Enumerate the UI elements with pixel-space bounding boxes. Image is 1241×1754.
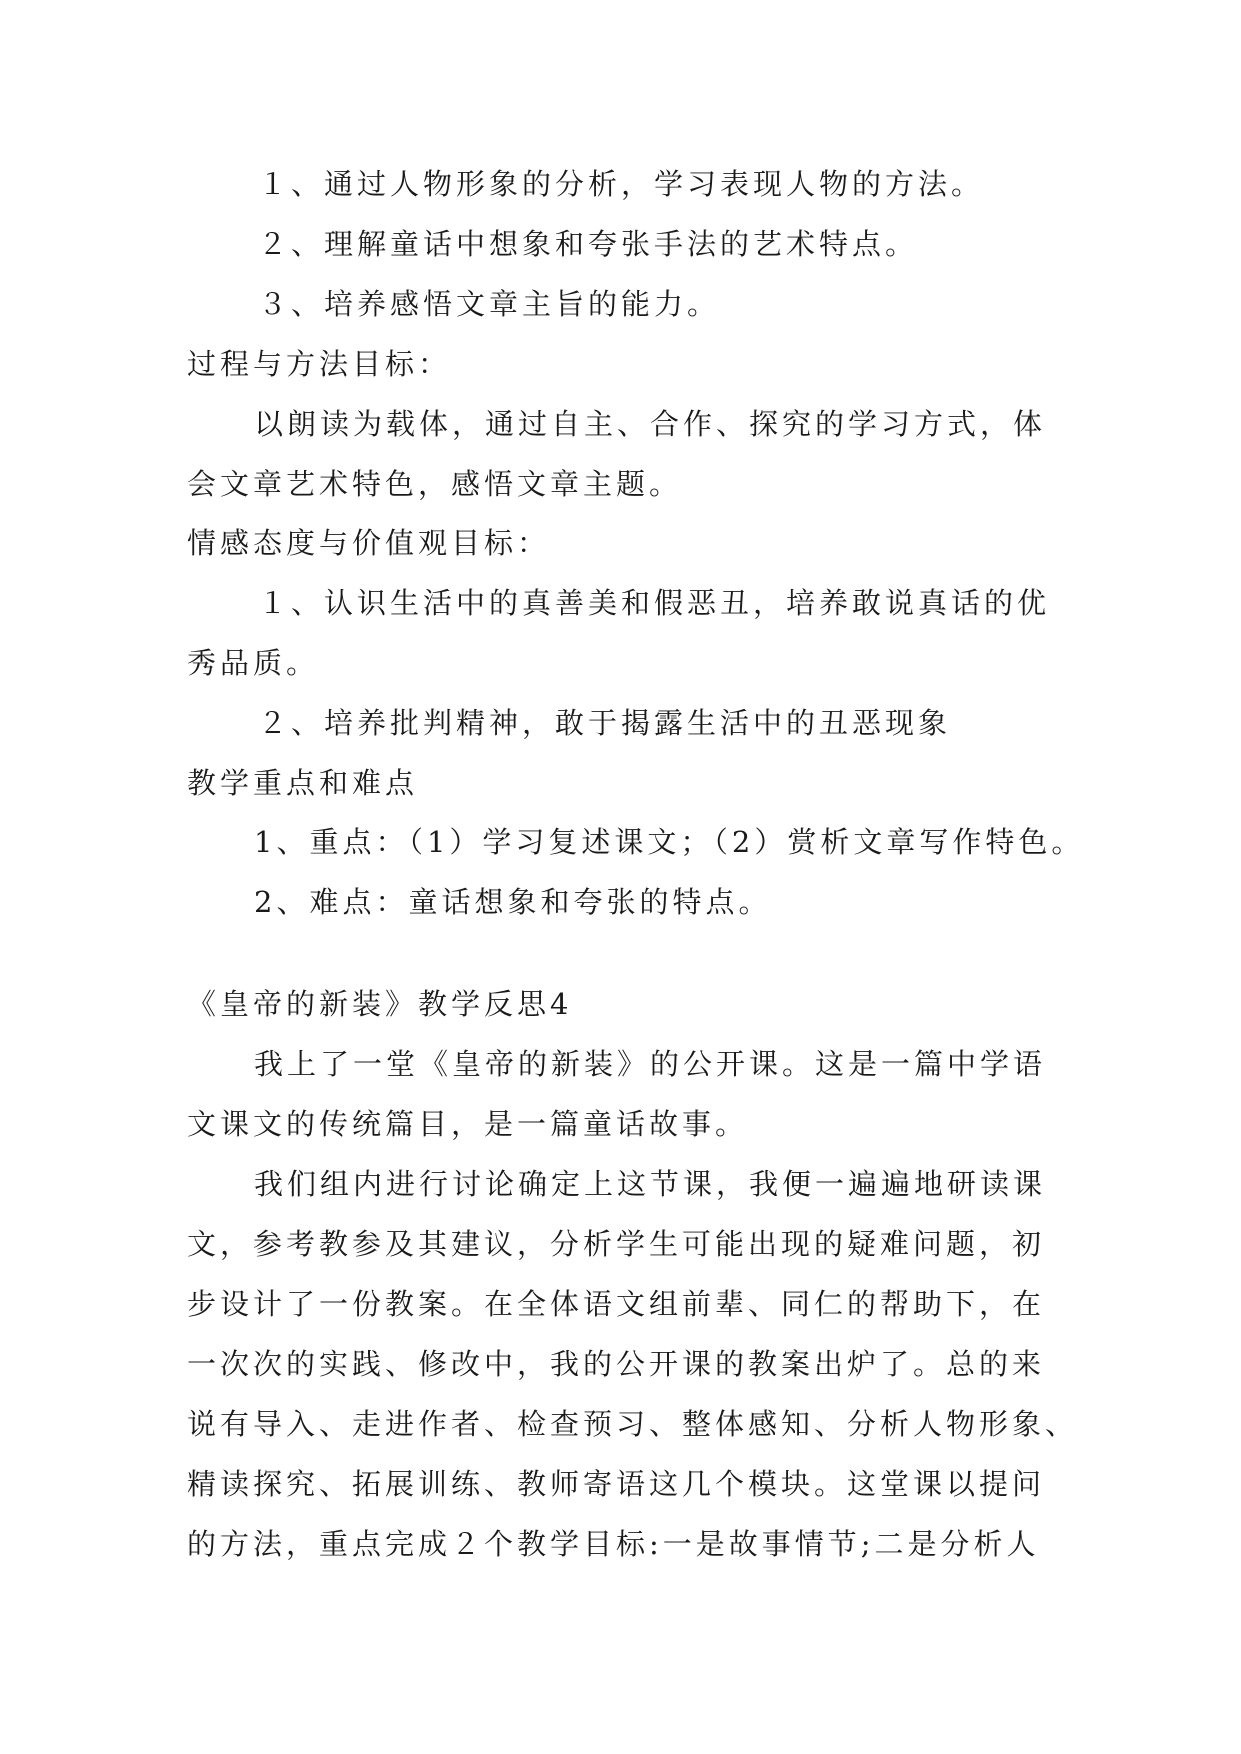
key-point-2: 2、难点：童话想象和夸张的特点。: [254, 885, 772, 919]
emotion-goal-1-cont: 秀品质。: [187, 646, 320, 680]
key-heading: 教学重点和难点: [187, 766, 419, 800]
para1-line-2: 文课文的传统篇目，是一篇童话故事。: [187, 1107, 749, 1141]
knowledge-goal-2: ２、理解童话中想象和夸张手法的艺术特点。: [258, 227, 919, 261]
emotion-goal-1: １、认识生活中的真善美和假恶丑，培养敢说真话的优: [258, 586, 1051, 620]
para2-line-2: 文，参考教参及其建议，分析学生可能出现的疑难问题，初: [187, 1227, 1046, 1261]
para2-line-7: 的方法，重点完成２个教学目标:一是故事情节;二是分析人: [187, 1527, 1040, 1561]
emotion-heading: 情感态度与价值观目标：: [187, 526, 551, 560]
para2-line-5: 说有导入、走进作者、检查预习、整体感知、分析人物形象、: [187, 1407, 1079, 1441]
process-text-line-2: 会文章艺术特色，感悟文章主题。: [187, 467, 683, 501]
emotion-goal-2: ２、培养批判精神，敢于揭露生活中的丑恶现象: [258, 706, 952, 740]
key-point-1: 1、重点：（1）学习复述课文；（2）赏析文章写作特色。: [254, 825, 1085, 859]
knowledge-goal-3: ３、培养感悟文章主旨的能力。: [258, 287, 721, 321]
knowledge-goal-1: １、通过人物形象的分析，学习表现人物的方法。: [258, 167, 985, 201]
process-text-line-1: 以朗读为载体，通过自主、合作、探究的学习方式，体: [254, 407, 1047, 441]
para2-line-1: 我们组内进行讨论确定上这节课，我便一遍遍地研读课: [254, 1167, 1047, 1201]
process-heading: 过程与方法目标：: [187, 347, 452, 381]
para2-line-3: 步设计了一份教案。在全体语文组前辈、同仁的帮助下，在: [187, 1287, 1046, 1321]
para2-line-6: 精读探究、拓展训练、教师寄语这几个模块。这堂课以提问: [187, 1467, 1046, 1501]
para2-line-4: 一次次的实践、修改中，我的公开课的教案出炉了。总的来: [187, 1347, 1046, 1381]
para1-line-1: 我上了一堂《皇帝的新装》的公开课。这是一篇中学语: [254, 1047, 1047, 1081]
section-title: 《皇帝的新装》教学反思4: [187, 987, 573, 1021]
